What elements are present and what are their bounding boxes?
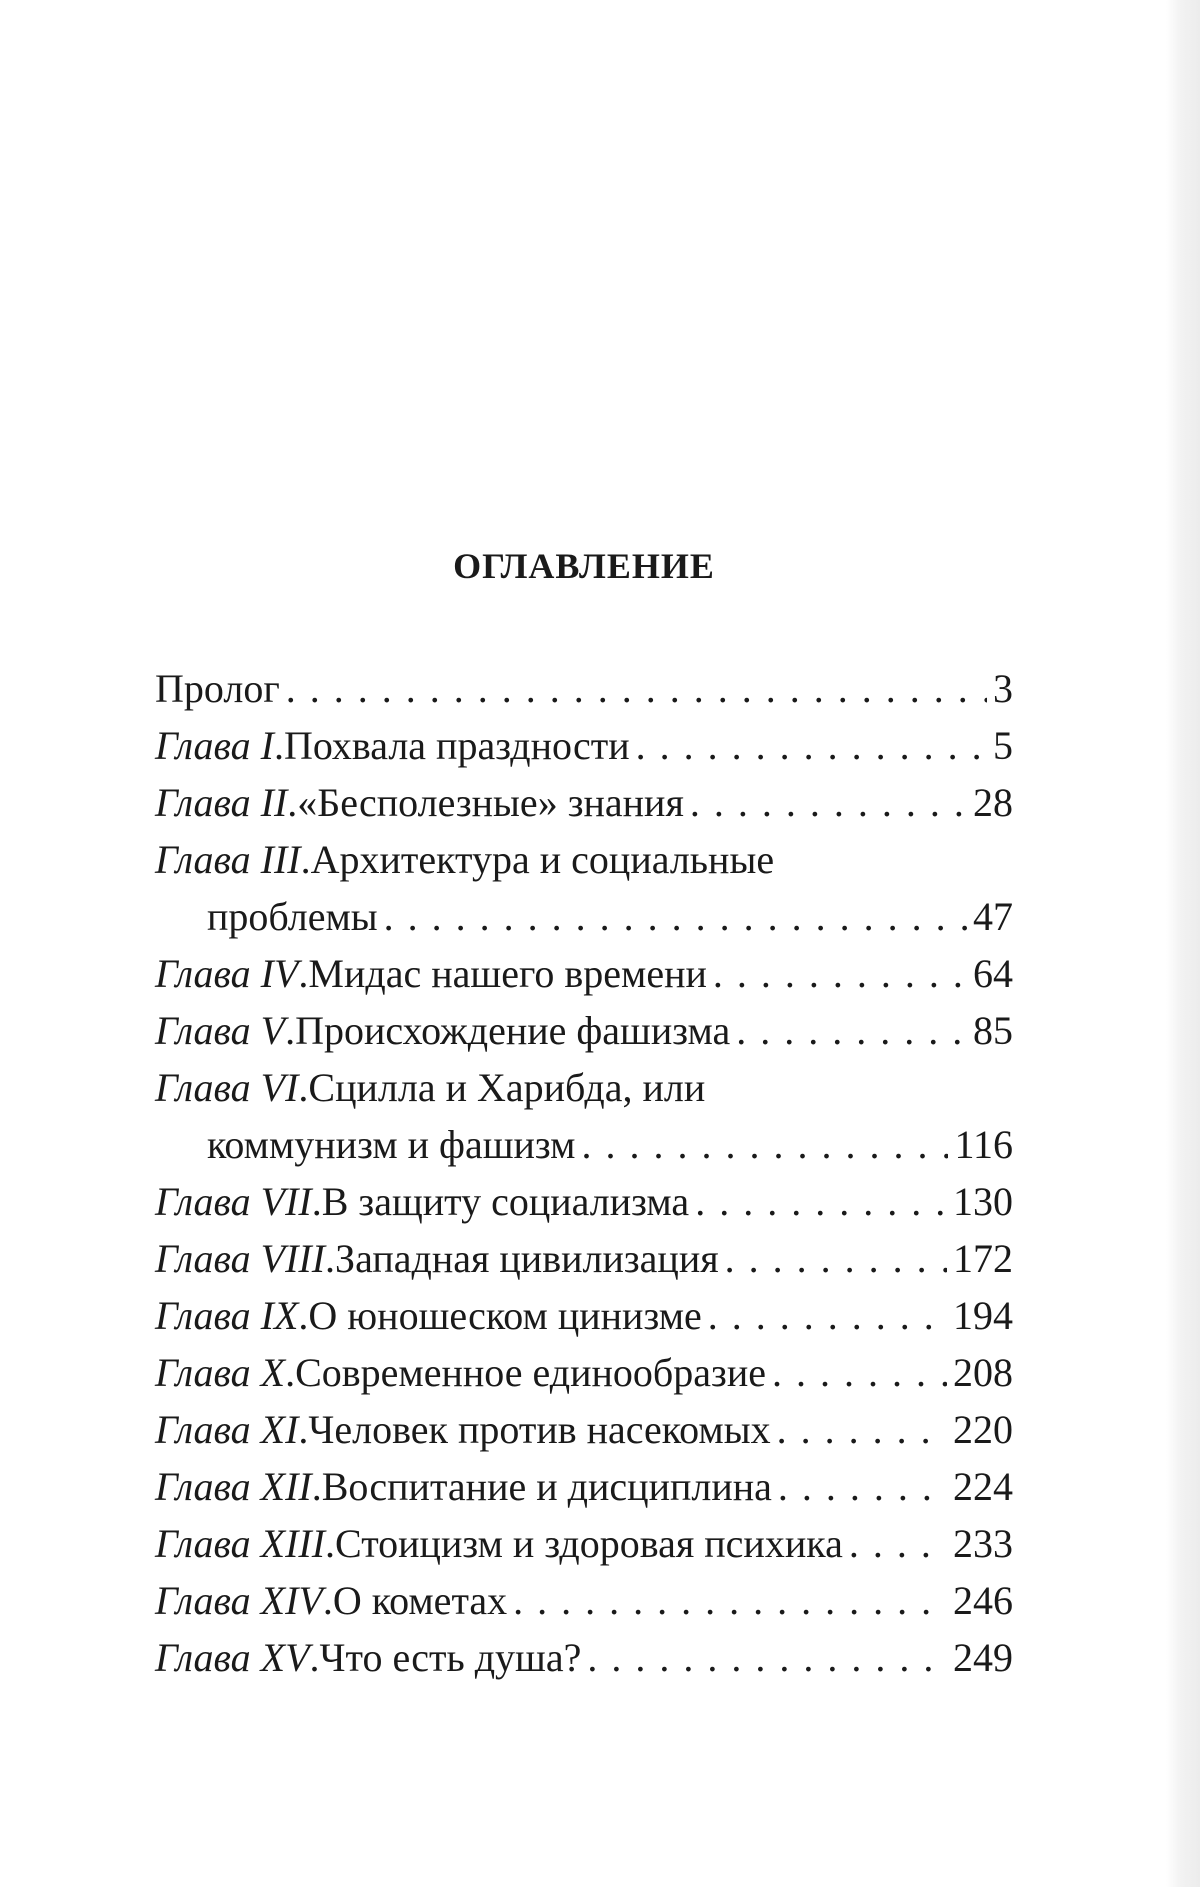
toc-entry-chapter[interactable]	[155, 774, 1013, 831]
chapter-title: Современное единообразие	[295, 1350, 766, 1395]
leader-dots	[587, 1629, 947, 1686]
leader-dots	[778, 1458, 947, 1515]
chapter-title: Мидас нашего времени	[308, 951, 707, 996]
label-separator: .	[325, 1521, 336, 1566]
chapter-label: Глава XIV	[155, 1578, 323, 1623]
page-number: 64	[973, 951, 1013, 996]
chapter-label: Глава VIII	[155, 1236, 326, 1281]
chapter-label: Глава XII	[155, 1464, 312, 1509]
page-number: 224	[953, 1464, 1013, 1509]
toc-entry-chapter[interactable]	[155, 1173, 1013, 1230]
label-separator: .	[300, 837, 311, 882]
page-number: 47	[973, 894, 1013, 939]
chapter-title: Похвала праздности	[283, 723, 630, 768]
chapter-label: Глава VII	[155, 1179, 312, 1224]
chapter-title: Сцилла и Харибда, или	[308, 1065, 706, 1110]
page-number: 28	[973, 780, 1013, 825]
toc-entry-chapter[interactable]	[155, 717, 1013, 774]
label-separator: .	[311, 1464, 322, 1509]
chapter-title-continued: коммунизм и фашизм	[207, 1122, 576, 1167]
label-separator: .	[311, 1179, 322, 1224]
chapter-label: Глава II	[155, 780, 288, 825]
toc-line	[155, 717, 1013, 774]
chapter-title: Человек против насекомых	[308, 1407, 771, 1452]
page-number: 249	[953, 1635, 1013, 1680]
label-separator: .	[325, 1236, 336, 1281]
toc-entry-chapter[interactable]	[155, 1230, 1013, 1287]
leader-dots	[725, 1230, 947, 1287]
toc-line	[155, 660, 1013, 717]
chapter-title: Происхождение фашизма	[295, 1008, 731, 1053]
page-number: 246	[953, 1578, 1013, 1623]
chapter-list	[155, 717, 1013, 1686]
toc-line	[155, 945, 1013, 1002]
toc-line	[155, 831, 1013, 888]
toc-entry-chapter[interactable]	[155, 1572, 1013, 1629]
toc-entry-prologue[interactable]	[155, 660, 1013, 717]
page-number: 220	[953, 1407, 1013, 1452]
label-separator: .	[298, 951, 309, 996]
leader-dots	[713, 945, 967, 1002]
chapter-title: Стоицизм и здоровая психика	[335, 1521, 843, 1566]
leader-dots	[690, 774, 967, 831]
chapter-label: Глава III	[155, 837, 301, 882]
chapter-title-continued: проблемы	[207, 894, 378, 939]
entry-title: Пролог	[155, 666, 280, 711]
chapter-title: Архитектура и социальные	[310, 837, 775, 882]
label-separator: .	[322, 1578, 333, 1623]
leader-dots	[772, 1344, 947, 1401]
leader-dots	[513, 1572, 947, 1629]
label-separator: .	[309, 1635, 320, 1680]
chapter-label: Глава X	[155, 1350, 286, 1395]
label-separator: .	[298, 1407, 309, 1452]
chapter-label: Глава I	[155, 723, 274, 768]
label-separator: .	[298, 1065, 309, 1110]
toc-line	[155, 774, 1013, 831]
page-number: 85	[973, 1008, 1013, 1053]
toc-entry-chapter[interactable]	[155, 1458, 1013, 1515]
leader-dots	[286, 660, 987, 717]
chapter-label: Глава XI	[155, 1407, 299, 1452]
toc-line	[155, 1629, 1013, 1686]
toc-entry-chapter[interactable]	[155, 945, 1013, 1002]
chapter-title: Западная цивилизация	[335, 1236, 719, 1281]
page-edge-shadow	[1166, 0, 1200, 1887]
label-separator: .	[287, 780, 298, 825]
leader-dots	[581, 1116, 948, 1173]
page-number: 233	[953, 1521, 1013, 1566]
chapter-title: В защиту социализма	[321, 1179, 690, 1224]
leader-dots	[736, 1002, 967, 1059]
page-number: 3	[993, 666, 1013, 711]
toc-entry-chapter[interactable]	[155, 1344, 1013, 1401]
chapter-label: Глава XV	[155, 1635, 310, 1680]
page-number: 194	[953, 1293, 1013, 1338]
toc-entry-chapter[interactable]	[155, 1002, 1013, 1059]
toc-entry-chapter[interactable]	[155, 1287, 1013, 1344]
toc-entry-chapter[interactable]	[155, 831, 1013, 945]
toc-line	[155, 1287, 1013, 1344]
page-number: 172	[953, 1236, 1013, 1281]
leader-dots	[636, 717, 987, 774]
toc-entry-chapter[interactable]	[155, 1401, 1013, 1458]
label-separator: .	[273, 723, 284, 768]
chapter-title: О кометах	[332, 1578, 508, 1623]
toc-entry-chapter[interactable]	[155, 1629, 1013, 1686]
leader-dots	[849, 1515, 947, 1572]
toc-entry-chapter[interactable]	[155, 1059, 1013, 1173]
table-of-contents	[155, 540, 1013, 1686]
label-separator: .	[285, 1008, 296, 1053]
chapter-title: Воспитание и дисциплина	[321, 1464, 772, 1509]
toc-line	[155, 1002, 1013, 1059]
toc-line	[155, 1344, 1013, 1401]
chapter-label: Глава V	[155, 1008, 286, 1053]
page-number: 208	[953, 1350, 1013, 1395]
chapter-title: «Бесполезные» знания	[297, 780, 684, 825]
toc-line	[155, 1230, 1013, 1287]
toc-line	[155, 1458, 1013, 1515]
leader-dots	[695, 1173, 947, 1230]
toc-title: ОГЛАВЛЕНИЕ	[453, 546, 715, 586]
leader-dots	[708, 1287, 947, 1344]
chapter-label: Глава VI	[155, 1065, 299, 1110]
toc-line	[155, 1572, 1013, 1629]
label-separator: .	[285, 1350, 296, 1395]
label-separator: .	[298, 1293, 309, 1338]
chapter-title: О юношеском цинизме	[308, 1293, 702, 1338]
chapter-label: Глава IV	[155, 951, 299, 996]
chapter-title: Что есть душа?	[319, 1635, 582, 1680]
toc-line	[155, 1059, 1013, 1116]
page-number: 5	[993, 723, 1013, 768]
toc-line	[155, 1401, 1013, 1458]
toc-line-continued	[155, 1116, 1013, 1173]
chapter-label: Глава IX	[155, 1293, 299, 1338]
page-number: 116	[954, 1122, 1013, 1167]
toc-line	[155, 1173, 1013, 1230]
leader-dots	[384, 888, 967, 945]
page-number: 130	[953, 1179, 1013, 1224]
toc-line	[155, 1515, 1013, 1572]
toc-line-continued	[155, 888, 1013, 945]
chapter-label: Глава XIII	[155, 1521, 326, 1566]
leader-dots	[777, 1401, 947, 1458]
toc-entry-chapter[interactable]	[155, 1515, 1013, 1572]
